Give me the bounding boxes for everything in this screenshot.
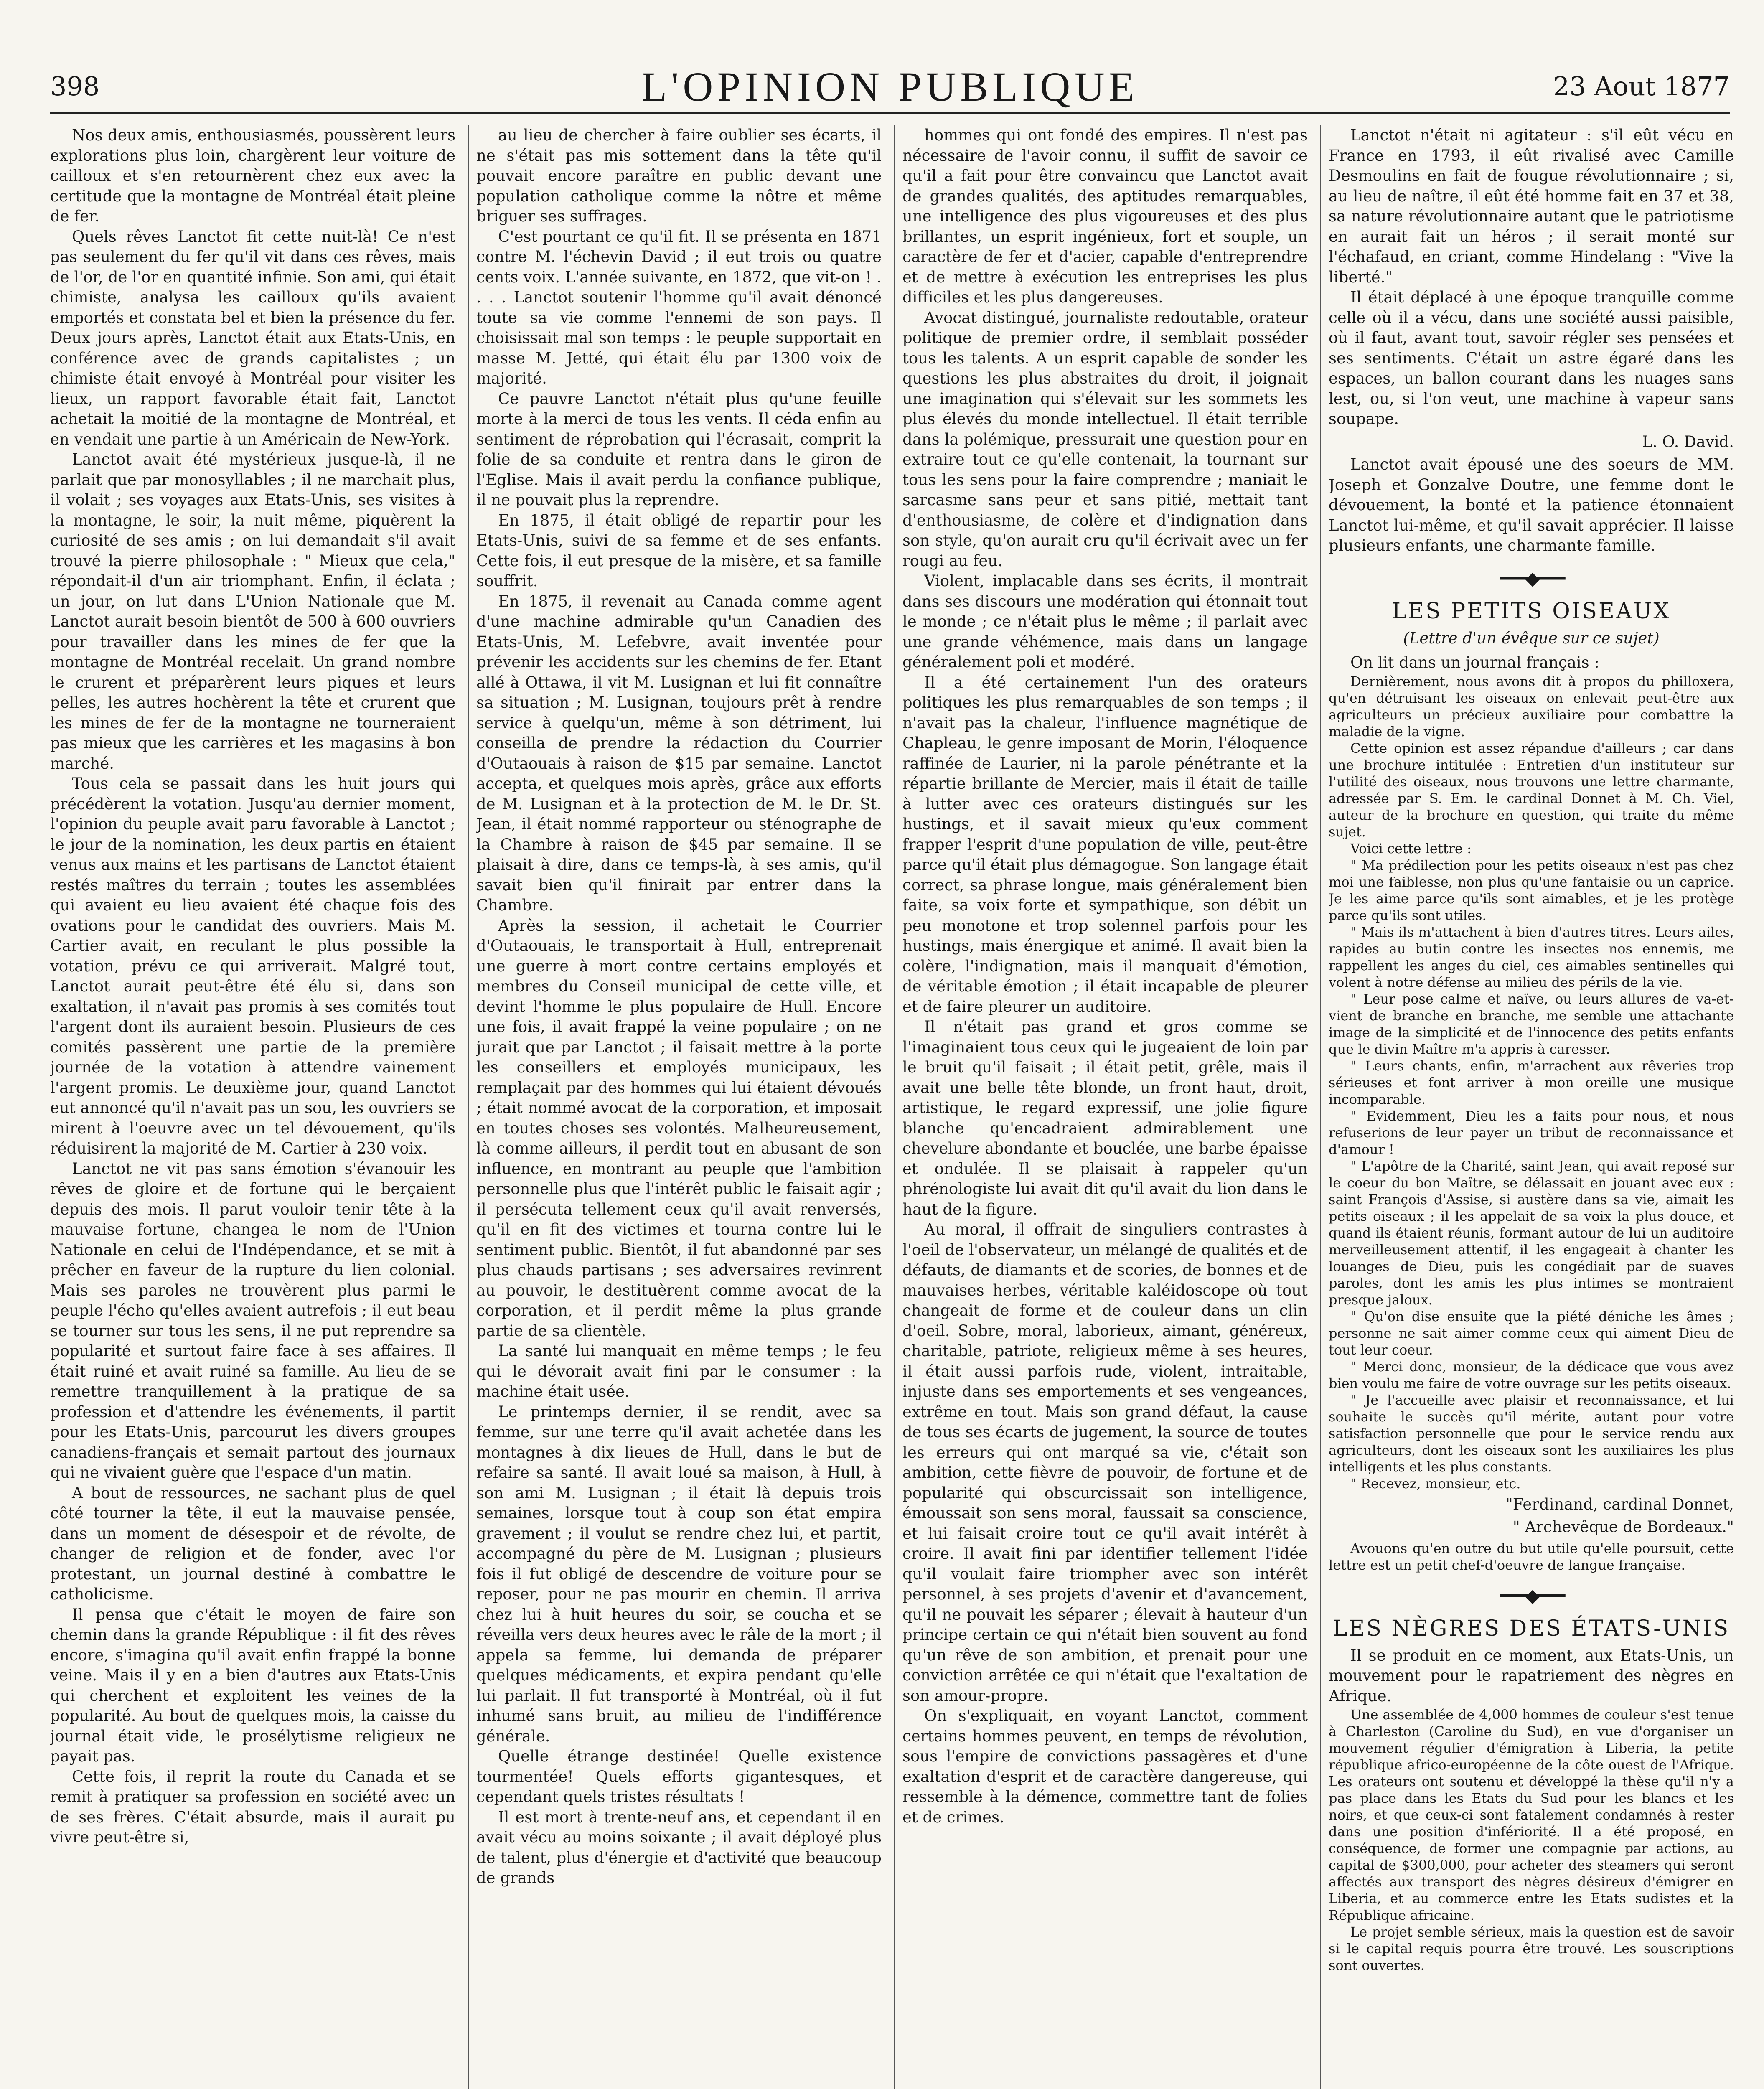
paragraph: " Recevez, monsieur, etc. [1350,1475,1521,1492]
paragraph: En 1875, il revenait au Canada comme agent d'une machine admirable qu'un Canadien des Etats-Unis, M. Lefebvre, avait inventée pour prévenir les accidents sur les chemins de fer. Etant allé à Ottawa, il vit M. Lusignan et lui fit connaître sa situation ; M. Lusignan, toujours prêt à rendre service à quelqu'un, même à son détriment, lui conseilla de prendre la rédaction du Courrier d'Outaouais à raison de $15 par semaine. Lanctot accepta, et quelques mois après, grâce aux efforts de M. Lusignan et à la protection de M. le Dr. St. Jean, il était nommé rapporteur ou sténographe de la Chambre à raison de $45 par semaine. Il se plaisait à dire, dans ce temps-là, à ses amis, qu'il savait bien qu'il finirait par entrer dans la Chambre. [476,592,882,914]
article-heading: LES NÈGRES DES ÉTATS-UNIS [1332,1616,1730,1641]
paragraph: " Ma prédilection pour les petits oiseaux n'est pas chez moi une faiblesse, non plus qu'une fantaisie ou un caprice. Je les aime parce qu'ils sont aimables, et je les protège parce qu'ils sont utiles. [1329,857,1734,923]
article-subheading: (Lettre d'un évêque sur ce sujet) [1403,629,1660,647]
letter-signature-title: " Archevêque de Bordeaux." [1512,1518,1734,1536]
paragraph: Après la session, il achetait le Courrier d'Outaouais, le transportait à Hull, entreprenait une guerre à mort contre certains employés et membres du Conseil municipal de cette ville, et devint l'homme le plus populaire de Hull. Encore une fois, il avait frappé la veine populaire ; on ne jurait que par Lanctot ; il faisait mettre à la porte les conseillers et employés municipaux, les remplaçait par des hommes qui lui étaient dévoués ; était nommé avocat de la corporation, et imposait en toutes choses ses volontés. Malheureusement, là comme ailleurs, il perdit tout en abusant de son influence, en montrant au peuple que l'ambition personnelle plus que l'intérêt public le faisait agir ; il persécuta tellement ceux qu'il avait renversés, qu'il en fit des victimes et tourna contre lui le sentiment public. Bientôt, il fut abandonné par ses plus chauds partisans ; ses adversaires revinrent au pouvoir, le destituèrent comme avocat de la corporation, et il perdit même la plus grande partie de sa clientèle. [476,916,882,1340]
paragraph: Avocat distingué, journaliste redoutable, orateur politique de premier ordre, il semblait posséder tous les talents. A un esprit capable de sonder les questions les plus abstraites du droit, il joignait une imagination qui s'élevait sur les sommets les plus élevés du monde intellectuel. Il était terrible dans la polémique, pressurait une question pour en extraire tout ce qu'elle contenait, la tournant sur tous les sens pour la faire comprendre ; maniait le sarcasme sans peur et sans pitié, mettait tant d'enthousiasme, de colère et d'indignation dans son style, qu'on aurait cru qu'il écrivait avec un fer rougi au feu. [902,308,1308,570]
paragraph: hommes qui ont fondé des empires. Il n'est pas nécessaire de l'avoir connu, il suffit de savoir ce qu'il a fait pour être convaincu que Lanctot avait de grandes qualités, des aptitudes remarquables, une intelligence des plus vigoureuses et des plus brillantes, un esprit ingénieux, fort et souple, un caractère de fer et d'acier, capable d'entreprendre et de mettre à exécution les entreprises les plus difficiles et les plus dangereuses. [902,126,1308,306]
paragraph: Quels rêves Lanctot fit cette nuit-là! Ce n'est pas seulement du fer qu'il vit dans ces rêves, mais de l'or, de l'or en quantité infinie. Son ami, qui était chimiste, analysa les cailloux qu'ils avaient emportés et constata bel et bien la présence du fer. Deux jours après, Lanctot était aux Etats-Unis, en conférence avec de grands capitalistes ; un chimiste était envoyé à Montréal pour visiter les lieux, un rapport favorable était fait, Lanctot achetait la moitié de la montagne de Montréal, et en vendait une partie à un Américain de New-York. [50,227,455,448]
column-divider [1320,125,1321,2089]
newspaper-title: L'OPINION PUBLIQUE [641,64,1139,110]
paragraph: En 1875, il était obligé de repartir pour les Etats-Unis, suivi de sa femme et de ses enfants. Cette fois, il eut presque de la misère, et sa famille souffrit. [476,511,882,590]
column-3 [902,125,1308,2089]
paragraph: Avouons qu'en outre du but utile qu'elle poursuit, cette lettre est un petit chef-d'oeuvre de langue française. [1329,1540,1734,1573]
paragraph: Il n'était pas grand et gros comme se l'imaginaient tous ceux qui le jugeaient de loin par le bruit qu'il faisait ; il était petit, grêle, mais il avait une belle tête blonde, un front haut, droit, artistique, le regard expressif, une jolie figure blanche qu'encadraient admirablement une chevelure abondante et bouclée, une barbe épaisse et ondulée. Il se plaisait à rappeler qu'un phrénologiste lui avait dit qu'il avait du lion dans le haut de la figure. [902,1018,1308,1218]
issue-date: 23 Aout 1877 [1553,71,1730,102]
paragraph: Nos deux amis, enthousiasmés, poussèrent leurs explorations plus loin, chargèrent leur voiture de cailloux et s'en retournèrent chez eux avec la certitude que la montagne de Montréal était pleine de fer. [50,126,455,225]
paragraph: Violent, implacable dans ses écrits, il montrait dans ses discours une modération qui étonnait tout le monde ; ce n'était plus le même ; il parlait avec une grande véhémence, mais dans un langage généralement poli et modéré. [902,572,1308,671]
paragraph: A bout de ressources, ne sachant plus de quel côté tourner la tête, il eut la mauvaise pensée, dans un moment de désespoir et de révolte, de changer de religion et de fonder, avec l'or protestant, un journal destiné à combattre le catholicisme. [50,1484,455,1603]
paragraph: Dernièrement, nous avons dit à propos du philloxera, qu'en détruisant les oiseaux on enlevait peut-être aux agriculteurs un précieux auxiliaire pour combattre la maladie de la vigne. [1329,673,1734,740]
paragraph: Il est mort à trente-neuf ans, et cependant il en avait vécu au moins soixante ; il avait déployé plus de talent, plus d'énergie et d'activité que beaucoup de grands [476,1808,882,1887]
paragraph: " Mais ils m'attachent à bien d'autres titres. Leurs ailes, rapides au butin contre les insectes nos ennemis, me rappellent les anges du ciel, ces aimables sentinelles qui volent à notre défense au milieu des périls de la vie. [1329,924,1734,990]
paragraph: Cette fois, il reprit la route du Canada et se remit à pratiquer sa profession en société avec un de ses frères. C'était absurde, mais il aurait pu vivre peut-être si, [50,1767,455,1846]
paragraph: " Leur pose calme et naïve, ou leurs allures de va-et-vient de branche en branche, me semble une attachante image de la simplicité et de l'innocence des petits enfants que le divin Maître m'a appris à caresser. [1329,991,1734,1057]
paragraph: " Merci donc, monsieur, de la dédicace que vous avez bien voulu me faire de votre ouvrage sur les petits oiseaux. [1329,1358,1734,1391]
paragraph: On s'expliquait, en voyant Lanctot, comment certains hommes peuvent, en temps de révolution, sous l'empire de convictions passagères et d'une exaltation d'esprit et de caractère dangereuse, qui ressemble à la démence, commettre tant de folies et de crimes. [902,1707,1308,1826]
paragraph: " L'apôtre de la Charité, saint Jean, qui avait reposé sur le coeur du bon Maître, se délassait en jouant avec eux : saint François d'Assise, si austère dans sa vie, aimait les petits oiseaux ; il les appelait de sa voix la plus douce, et quand ils étaient réunis, formant autour de lui un auditoire merveilleusement attentif, il les engageait à chanter les louanges de Dieu, puis les congédiait par de suaves paroles, dont les amis les plus intimes se montraient presque jaloux. [1329,1158,1734,1308]
letter-signature: "Ferdinand, cardinal Donnet, [1505,1495,1734,1513]
paragraph: " Leurs chants, enfin, m'arrachent aux rêveries trop sérieuses et font arriver à mon oreille une musique incomparable. [1329,1057,1734,1107]
page-number: 398 [50,71,100,102]
paragraph: Le printemps dernier, il se rendit, avec sa femme, sur une terre qu'il avait achetée dans les montagnes à dix lieues de Hull, dans le but de refaire sa santé. Il avait loué sa maison, à Hull, à son ami M. Lusignan ; il était là depuis trois semaines, lorsque tout à coup son état empira gravement ; il voulut se rendre chez lui, et partit, accompagné du père de M. Lusignan ; plusieurs fois il fut obligé de descendre de voiture pour se reposer, pour ne pas mourir en chemin. Il arriva chez lui à huit heures du soir, se coucha et se réveilla vers deux heures avec le râle de la mort ; il appela sa femme, lui demanda de préparer quelques médicaments, et expira pendant qu'elle lui parlait. Il fut transporté à Montréal, où il fut inhumé sans bruit, au milieu de l'indifférence générale. [476,1403,882,1745]
section-ornament: ━━━◆━━━ [1500,567,1563,589]
column-2 [476,125,882,2089]
paragraph: Au moral, il offrait de singuliers contrastes à l'oeil de l'observateur, un mélangé de qualités et de défauts, de diamants et de scories, de bonnes et de mauvaises herbes, véritable kaléidoscope où tout changeait de forme et de couleur dans un clin d'oeil. Sobre, moral, laborieux, aimant, généreux, charitable, patriote, religieux même à ses heures, il était aussi parfois rude, violent, intraitable, injuste dans ses emportements et ses vengeances, extrême en tout. Mais son grand défaut, la cause de tous ses écarts de jugement, la source de toutes les erreurs qui ont marqué sa vie, c'était son ambition, cette fièvre de pouvoir, de fortune et de popularité qui obscurcissait son intelligence, émoussait son sens moral, faussait sa conscience, et lui faisait croire tout ce qu'il avait intérêt à croire. Il avait fini par identifier tellement l'idée qu'il voulait faire triompher avec son intérêt personnel, à ses projets d'avenir et d'avancement, qu'il ne pouvait les séparer ; élevait à hauteur d'un principe certain ce qui n'était bien souvent au fond qu'un rêve de son ambition, et prenait pour une conviction arrêtée ce qui n'était que l'exaltation de son amour-propre. [902,1220,1308,1705]
paragraph: Quelle étrange destinée! Quelle existence tourmentée! Quels efforts gigantesques, et cependant quels tristes résultats ! [476,1747,882,1806]
paragraph: Lanctot ne vit pas sans émotion s'évanouir les rêves de gloire et de fortune qui le berçaient depuis des mois. Il parut vouloir tenir tête à la mauvaise fortune, changea le nom de l'Union Nationale en celui de l'Indépendance, et se mit à prêcher en faveur de la rupture du lien colonial. Mais ses paroles ne trouvèrent plus parmi le peuple l'écho qu'elles avaient autrefois ; il eut beau se tourner sur tous les sens, il ne put reprendre sa popularité et surtout faire face à ses affaires. Il était ruiné et avait ruiné sa famille. Au lieu de se remettre tranquillement à la pratique de sa profession et d'attendre les événements, il partit pour les Etats-Unis, parcourut les divers groupes canadiens-français et semait partout des journaux qui ne vivaient guère que l'espace d'un matin. [50,1159,455,1482]
article-heading: LES PETITS OISEAUX [1392,599,1671,624]
paragraph: " Evidemment, Dieu les a faits pour nous, et nous refuserions de leur payer un tribut de reconnaissance et d'amour ! [1329,1108,1734,1157]
paragraph: Tous cela se passait dans les huit jours qui précédèrent la votation. Jusqu'au dernier moment, l'opinion du peuple avait paru favorable à Lanctot ; le jour de la nomination, les deux partis en étaient venus aux mains et les partisans de Lanctot étaient restés maîtres du terrain ; toutes les assemblées qui avaient eu lieu avaient été chaque fois des ovations pour le candidat des ouvriers. Mais M. Cartier avait, en reculant le plus possible la votation, prévu ce qui arriverait. Malgré tout, Lanctot aurait peut-être été élu si, dans son exaltation, il n'avait pas promis à ses comités tout l'argent dont ils auraient besoin. Plusieurs de ces comités passèrent une partie de la première journée de la votation à attendre vainement l'argent promis. Le deuxième jour, quand Lanctot eut annoncé qu'il n'avait pas un sou, les ouvriers se mirent à l'oeuvre avec un tel dévouement, qu'ils réduisirent la majorité de M. Cartier à 230 voix. [50,775,455,1157]
paragraph: Le projet semble sérieux, mais la question est de savoir si le capital requis pourra être trouvé. Les souscriptions sont ouvertes. [1329,1924,1734,1973]
column-divider [468,125,469,2089]
paragraph: " Qu'on dise ensuite que la piété déniche les âmes ; personne ne sait aimer comme ceux qui aiment Dieu de tout leur coeur. [1329,1308,1734,1358]
column-divider [894,125,895,2089]
paragraph: " Je l'accueille avec plaisir et reconnaissance, et lui souhaite le succès qu'il mérite, autant pour votre satisfaction personnelle que pour le service rendu aux agriculteurs, dont les oiseaux sont les auxiliaires les plus intelligents et les plus constants. [1329,1392,1734,1475]
paragraph: Lanctot avait été mystérieux jusque-là, il ne parlait que par monosyllables ; il ne marchait plus, il volait ; ses voyages aux Etats-Unis, ses visites à la montagne, le soir, la nuit même, piquèrent la curiosité de ses amis ; on lui demandait s'il avait trouvé la pierre philosophale : " Mieux que cela," répondait-il d'un air triomphant. Enfin, il éclata ; un jour, on lut dans L'Union Nationale que M. Lanctot aurait besoin bientôt de 500 à 600 ouvriers pour travailler dans les mines de fer que la montagne de Montréal recelait. Un grand nombre le crurent et préparèrent leurs piques et leurs pelles, les autres hochèrent la tête et crurent que les mines de fer de la montagne ne tourneraient pas mieux que les carrières et les magasins à bon marché. [50,450,455,773]
paragraph: Lanctot avait épousé une des soeurs de MM. Joseph et Gonzalve Doutre, une femme dont le dévouement, la bonté et la patience étonnaient Lanctot lui-même, et qu'il savait apprécier. Il laisse plusieurs enfants, une charmante famille. [1329,455,1734,554]
paragraph: Une assemblée de 4,000 hommes de couleur s'est tenue à Charleston (Caroline du Sud), en vue d'organiser un mouvement régulier d'émigration à Liberia, la petite république africo-européenne de la côte ouest de l'Afrique. Les orateurs ont soutenu et développé la thèse qu'il n'y a pas place dans les Etats du Sud pour les blancs et les noirs, et que ceux-ci sont fatalement condamnés à rester dans une position d'infériorité. Il a été proposé, en conséquence, de former une compagnie par actions, au capital de $300,000, pour acheter des steamers qui seront affectés aux transport des nègres désireux d'émigrer en Liberia, et au commerce entre les Etats sudistes et la République africaine. [1329,1707,1734,1923]
paragraph: Il a été certainement l'un des orateurs politiques les plus remarquables de son temps ; il n'avait pas la chaleur, l'influence magnétique de Chapleau, le genre imposant de Morin, l'éloquence raffinée de Laurier, ni la parole pénétrante et la répartie brillante de Mercier, mais il était de taille à lutter avec ces orateurs distingués sur les hustings, et il savait mieux qu'eux comment frapper l'esprit d'une population de ville, peut-être parce qu'il était plus démagogue. Son langage était correct, sa phrase longue, mais généralement bien faite, sa voix forte et sympathique, son débit un peu monotone et trop solennel parfois pour les hustings, mais énergique et animé. Il avait bien la colère, l'indignation, mais il manquait d'émotion, de véritable émotion ; il était incapable de pleurer et de faire pleurer un auditoire. [902,673,1308,1016]
paragraph: au lieu de chercher à faire oublier ses écarts, il ne s'était pas mis sottement dans la tête qu'il pouvait encore paraître en public devant une population catholique comme la nôtre et même briguer ses suffrages. [476,126,882,225]
paragraph: C'est pourtant ce qu'il fit. Il se présenta en 1871 contre M. l'échevin David ; il eut trois ou quatre cents voix. L'année suivante, en 1872, que vit-on ! . . . . Lanctot soutenir l'homme qu'il avait dénoncé toute sa vie comme l'ennemi de son pays. Il choisissait mal son temps : le peuple supportait en masse M. Jetté, qui était élu par 1300 voix de majorité. [476,227,882,387]
paragraph: Il se produit en ce moment, aux Etats-Unis, un mouvement pour le rapatriement des nègres en Afrique. [1329,1646,1734,1705]
paragraph: Voici cette lettre : [1350,840,1472,856]
paragraph: On lit dans un journal français : [1350,653,1599,671]
column-1 [50,125,455,2089]
paragraph: Lanctot n'était ni agitateur : s'il eût vécu en France en 1793, il eût rivalisé avec Camille Desmoulins en fait de fougue révolutionnaire ; si, au lieu de naître, il eût été homme fait en 37 et 38, sa nature révolutionnaire autant que le patriotisme en aurait fait un héros ; il serait monté sur l'échafaud, en criant, comme Hindelang : "Vive la liberté." [1329,126,1734,286]
masthead [50,63,1730,109]
header-rule [50,112,1730,114]
column-4 [1329,125,1734,2089]
author-signature: L. O. David. [1642,432,1734,451]
section-ornament: ━━━◆━━━ [1500,1585,1563,1606]
paragraph: Il pensa que c'était le moyen de faire son chemin dans la grande République : il fit des rêves encore, s'imagina qu'il avait enfin frappé la bonne veine. Mais il y en a bien d'autres aux Etats-Unis qui cherchent et exploitent les veines de la popularité. Au bout de quelques mois, la caisse du journal était vide, le prosélytisme religieux ne payait pas. [50,1605,455,1765]
paragraph: Cette opinion est assez répandue d'ailleurs ; car dans une brochure intitulée : Entretien d'un instituteur sur l'utilité des oiseaux, nous trouvons une lettre charmante, adressée par S. Em. le cardinal Donnet à M. Ch. Viel, auteur de la brochure en question, qui traite du même sujet. [1329,740,1734,840]
paragraph: La santé lui manquait en même temps ; le feu qui le dévorait avait fini par le consumer : la machine était usée. [476,1342,882,1400]
paragraph: Ce pauvre Lanctot n'était plus qu'une feuille morte à la merci de tous les vents. Il céda enfin au sentiment de réprobation qui l'écrasait, comprit la folie de sa conduite et rentra dans le giron de l'Eglise. Mais il avait perdu la confiance publique, il ne pouvait plus la reprendre. [476,389,882,509]
paragraph: Il était déplacé à une époque tranquille comme celle où il a vécu, dans une société aussi paisible, où il faut, avant tout, savoir régler ses pensées et ses sentiments. C'était un astre égaré dans les espaces, un ballon courant dans les nuages sans lest, ou, si l'on veut, une machine à vapeur sans soupape. [1329,288,1734,428]
